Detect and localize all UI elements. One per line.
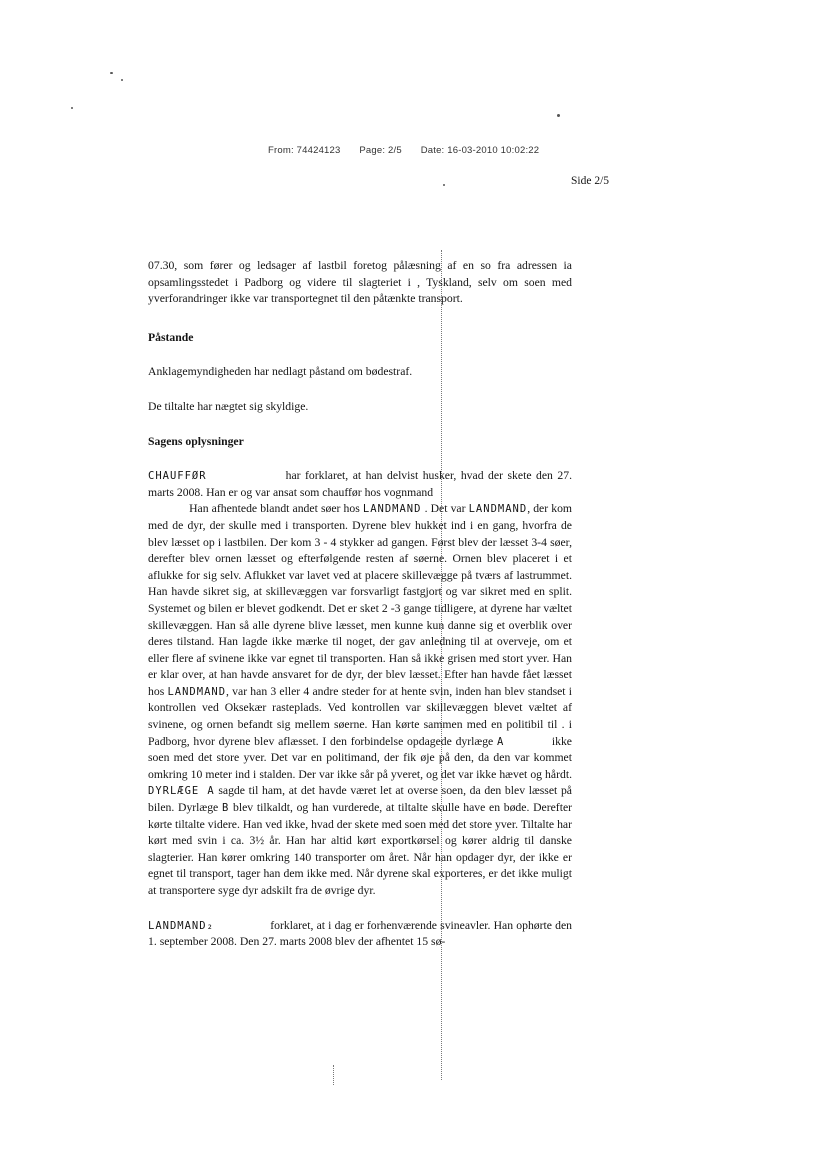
scan-speck — [71, 107, 73, 109]
handwritten-landmand-2: LANDMAND — [468, 503, 528, 516]
document-body — [148, 258, 572, 951]
chauffor-paragraph — [148, 468, 572, 899]
intro-paragraph: 07.30, som fører og ledsager af lastbil foretog pålæsning af en so fra adressen ia opsamlingsstedet i Padborg og videre til slagteriet i , Tyskland, selv om soen med yverforandringer ikke var transportegnet til den påtænkte transport. — [148, 259, 572, 306]
handwritten-landmand-3: LANDMAND — [167, 685, 227, 698]
chauffor-text-2b: . Det var — [424, 502, 466, 516]
scan-speck — [557, 114, 560, 117]
fax-from: From: 74424123 — [268, 145, 341, 156]
scan-speck — [443, 184, 445, 186]
chauffor-text-2f: sagde til ham, at det havde været let at overse soen, da den blev læsset på bilen. Dyrlæge — [148, 784, 572, 815]
chauffor-text-2c: , der kom med de dyr, der skulle med i transporten. Dyrene blev hukket ind i en gang, hvorfra de blev læsset op i lastbilen. Der kom 3 - 4 stykker ad gangen. Først blev der læsset 3-4 søer, derefter blev ornen læsset og efterfølgende resten af søerne. Ornen blev placeret i et aflukke for sig selv. Aflukket var lavet ved at placere skillevægge på tværs af lastrummet. Han havde sikret sig, at skillevæggen var forsvarligt fastgjort og var sikret med en split. Systemet og bilen er blevet godkendt. Det er sket 2 -3 gange tidligere, at dyrene har væltet skillevæggen. Han så alle dyrene blive læsset, men kunne kun danne sig et overblik over deres tilstand. Han lagde ikke mærke til noget, der gav anledning til at overveje, om et eller flere af svinene ikke var egnet til transporten. Han så ikke grisen med stort yver. Han er klar over, at han havde ansvaret for de dyr, der blev læsset. Efter han havde fået læsset hos — [148, 502, 573, 698]
tiltalte-text: De tiltalte har nægtet sig skyldige. — [148, 399, 309, 413]
chauffor-text-2g: blev tilkaldt, og han vurderede, at tiltalte skulle have en bøde. Derefter kørte tiltalte videre. Han ved ikke, hvad der skete med soen med det store yver. Tiltalte har kørt med svin i ca. 3½ år. Han har altid kørt exportkørsel og kører aldrig til danske slagterier. Han kører omkring 140 transporter om året. Når han opdager dyr, der ikke er egnet til transport, tager han dem ikke med. Når dyrene skal exporteres, er det ikke muligt at transportere syge dyr adskilt fra de øvrige dyr. — [148, 801, 573, 897]
handwritten-landmand: LANDMAND — [362, 503, 422, 516]
handwritten-dyrlaege-b: B — [221, 802, 230, 815]
chauffor-text-2d: , var han 3 eller 4 andre steder for at hente svin, inden han blev standset i kontrollen ved Oksekær rasteplads. Ved kontrollen var skillevæggen blevet væltet af svinene, og ornen befandt sig mellem søerne. Han kørte sammen med en politibil til . i Padborg, hvor dyrene blev aflæsset. I den forbindelse opdagede dyrlæge — [148, 684, 573, 748]
chauffor-text-1: har forklaret, at han delvist husker, hvad der skete den 27. marts 2008. Han er og var ansat som chauffør hos vognmand — [148, 469, 573, 499]
handwritten-landmand-bottom: LANDMAND₂ — [148, 919, 214, 932]
oplysninger-heading: Sagens oplysninger — [148, 434, 244, 448]
fax-header — [268, 145, 568, 156]
fax-page: Page: 2/5 — [359, 145, 402, 156]
fax-scan-line-bottom — [333, 1065, 334, 1085]
fax-date: Date: 16-03-2010 10:02:22 — [420, 145, 540, 156]
scan-speck — [121, 79, 123, 81]
handwritten-dyrlaege-a-letter: A — [497, 735, 505, 748]
scan-speck — [110, 72, 113, 74]
chauffor-text-2a: Han afhentede blandt andet søer hos — [189, 502, 360, 516]
pastande-heading: Påstande — [148, 330, 194, 344]
page-number: Side 2/5 — [571, 175, 610, 187]
handwritten-dyrlaege-a: DYRLÆGE A — [148, 785, 215, 798]
handwritten-chauffor: CHAUFFØR — [148, 470, 207, 483]
landmand-paragraph — [148, 918, 572, 951]
chauffor-text-2e: ikke soen med det store yver. Det var en politimand, der fik øje på den, da den var kommet omkring 10 meter ind i stalden. Der var ikke sår på yveret, og det var ikke hævet og hårdt. — [148, 734, 572, 781]
landmand-text: forklaret, at i dag er forhenværende svineavler. Han ophørte den 1. september 2008. Den 27. marts 2008 blev der afhentet 15 sø- — [148, 918, 572, 949]
pastande-text: Anklagemyndigheden har nedlagt påstand om bødestraf. — [148, 365, 413, 379]
